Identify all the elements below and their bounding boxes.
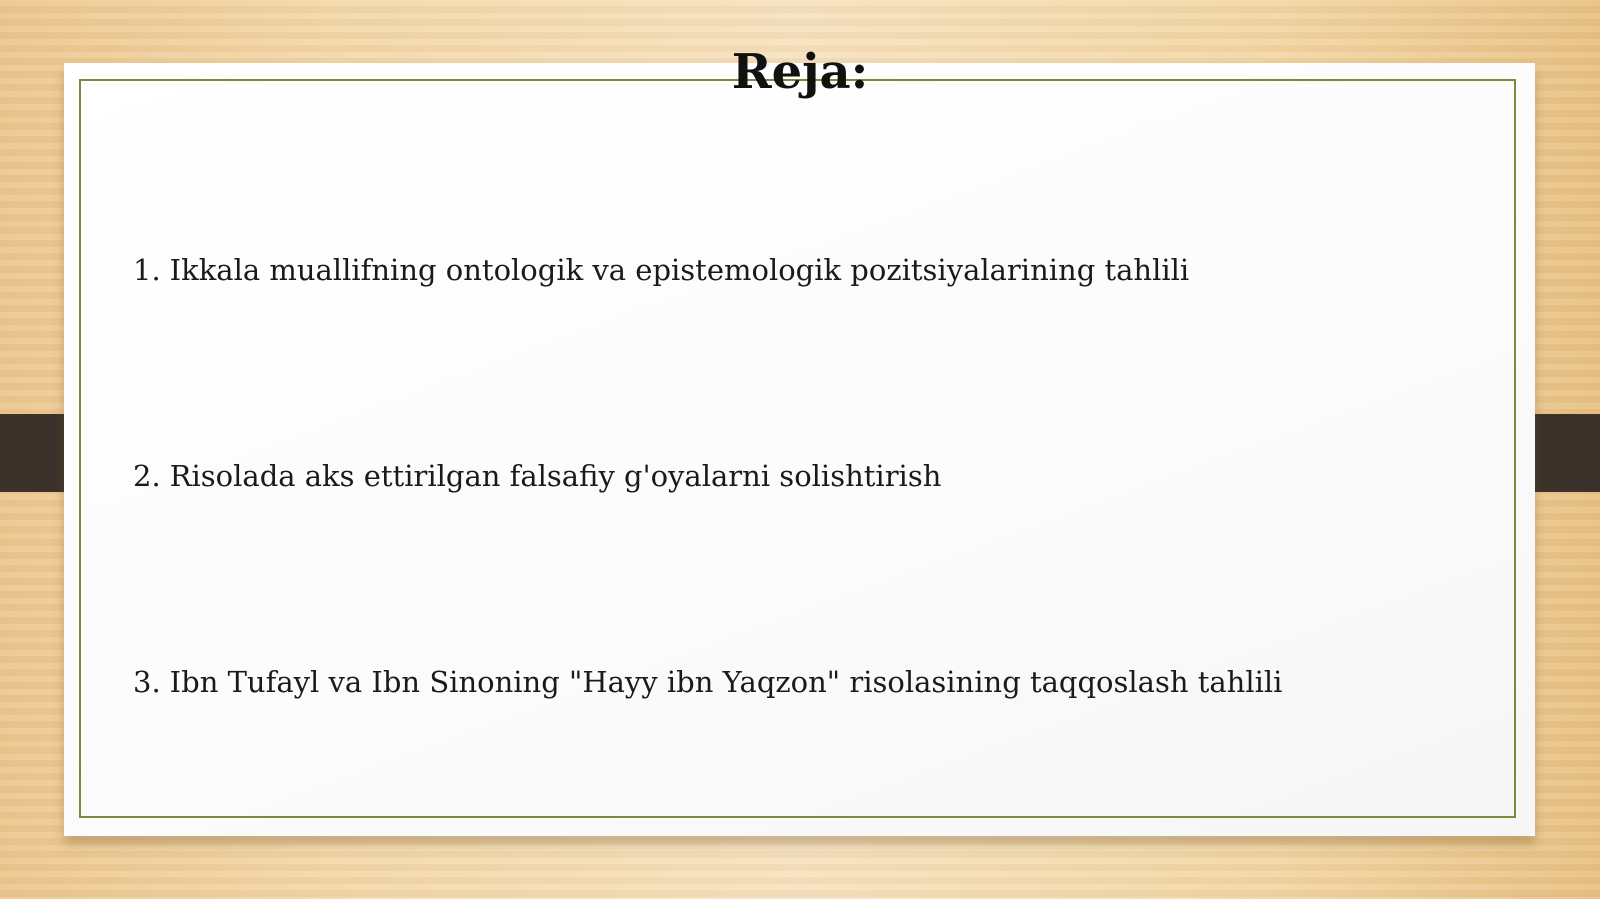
plan-item-3 xyxy=(133,662,1282,702)
plan-item-text: Ibn Tufayl va Ibn Sinoning "Hayy ibn Yaqzon" risolasining taqqoslash tahlili xyxy=(169,665,1283,699)
plan-item-number: 1. xyxy=(133,253,161,287)
plan-item-1 xyxy=(133,250,1189,290)
plan-item-text: Risolada aks ettirilgan falsafiy g'oyalarni solishtirish xyxy=(169,459,942,493)
plan-item-2 xyxy=(133,456,941,496)
plan-item-text: Ikkala muallifning ontologik va epistemologik pozitsiyalarining tahlili xyxy=(169,253,1190,287)
card-border xyxy=(79,79,1516,818)
plan-item-number: 2. xyxy=(133,459,161,493)
slide-title: Reja: xyxy=(731,44,869,100)
slide-card xyxy=(64,63,1535,836)
plan-item-number: 3. xyxy=(133,665,161,699)
